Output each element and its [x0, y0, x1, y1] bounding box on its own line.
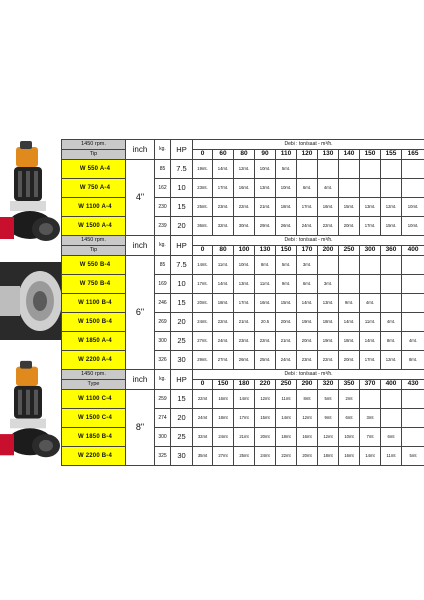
head-value: 17mt. [297, 198, 318, 217]
flow-value: 200 [318, 246, 339, 256]
flow-value: 430 [402, 380, 424, 390]
table-row [62, 294, 424, 313]
flow-value: 110 [276, 150, 297, 160]
table-row [62, 217, 424, 236]
horsepower: 20 [171, 409, 193, 428]
head-value: 24mt. [213, 332, 234, 351]
flow-value: 90 [255, 150, 276, 160]
weight-kg: 325 [155, 447, 171, 466]
model-name: W 1500 A-4 [62, 217, 126, 236]
flow-value: 155 [381, 150, 402, 160]
head-value [297, 160, 318, 179]
model-name: W 1500 B-4 [62, 313, 126, 332]
model-name: W 1100 A-4 [62, 198, 126, 217]
head-value: 6mt. [297, 179, 318, 198]
head-value [402, 409, 424, 428]
head-value: 26mt. [234, 351, 255, 370]
horsepower: 15 [171, 390, 193, 409]
model-name: W 2200 B-4 [62, 447, 126, 466]
head-value [360, 256, 381, 275]
flow-value: 180 [234, 380, 255, 390]
table-row [62, 275, 424, 294]
head-value: 14mt [360, 447, 381, 466]
head-value: 19mt. [318, 332, 339, 351]
flow-value: 370 [360, 380, 381, 390]
head-value [339, 179, 360, 198]
head-value [381, 275, 402, 294]
type-label: Tip [62, 150, 126, 160]
pump-photo-1 [0, 137, 61, 247]
model-name: W 750 B-4 [62, 275, 126, 294]
head-value: 10mt. [234, 256, 255, 275]
head-value: 12mt. [381, 351, 402, 370]
table-row [62, 351, 424, 370]
head-value: 15mt [255, 409, 276, 428]
head-value: 27mt. [193, 332, 213, 351]
hp-header: HP [171, 140, 193, 160]
flow-value: 130 [255, 246, 276, 256]
section-header-row [62, 370, 424, 380]
head-value: 9mt. [276, 275, 297, 294]
section-header-row [62, 140, 424, 150]
head-value: 10mt. [255, 160, 276, 179]
section-header-row [62, 236, 424, 246]
head-value [318, 256, 339, 275]
table-row [62, 179, 424, 198]
head-value: 22mt [193, 390, 213, 409]
head-value: 21mt. [234, 313, 255, 332]
horsepower: 7.5 [171, 160, 193, 179]
head-value: 21mt. [255, 198, 276, 217]
model-name: W 550 B-4 [62, 256, 126, 275]
head-value: 16mt [339, 447, 360, 466]
head-value: 4mt. [360, 294, 381, 313]
head-value: 17mt. [360, 217, 381, 236]
head-value: 8mt. [402, 351, 424, 370]
head-value: 22mt [276, 447, 297, 466]
head-value: 36mt. [193, 217, 213, 236]
flow-value: 220 [255, 380, 276, 390]
head-value: 24mt [255, 447, 276, 466]
head-value [402, 313, 424, 332]
head-value: 29mt. [255, 217, 276, 236]
head-value: 5mt. [276, 160, 297, 179]
head-value [402, 428, 424, 447]
type-label: Type [62, 380, 126, 390]
table-row [62, 256, 424, 275]
head-value: 14mt. [213, 275, 234, 294]
head-value: 32mt [193, 428, 213, 447]
kg-header: kg. [155, 236, 171, 256]
table-row [62, 313, 424, 332]
inch-header: inch [126, 140, 155, 160]
head-value: 17mt. [213, 179, 234, 198]
head-value [402, 390, 424, 409]
head-value: 11mt [381, 447, 402, 466]
horsepower: 10 [171, 179, 193, 198]
head-value: 20mt. [276, 313, 297, 332]
head-value: 5mt. [276, 256, 297, 275]
head-value: 14mt [276, 409, 297, 428]
model-name: W 1850 B-4 [62, 428, 126, 447]
head-value: 24mt [213, 428, 234, 447]
head-value: 23mt. [234, 332, 255, 351]
head-value: 29mt. [193, 351, 213, 370]
horsepower: 10 [171, 275, 193, 294]
head-value: 25mt. [255, 351, 276, 370]
head-value [381, 390, 402, 409]
head-value [381, 256, 402, 275]
horsepower: 30 [171, 351, 193, 370]
head-value: 8mt. [255, 256, 276, 275]
inch-size: 4" [126, 160, 155, 236]
head-value: 15mt. [276, 294, 297, 313]
head-value: 10mt. [402, 217, 424, 236]
head-value: 9mt. [339, 294, 360, 313]
head-value: 22mt. [234, 198, 255, 217]
head-value [339, 256, 360, 275]
head-value: 20mt. [193, 294, 213, 313]
weight-kg: 246 [155, 294, 171, 313]
head-value: 18mt. [276, 198, 297, 217]
head-value: 6mt [339, 409, 360, 428]
horsepower: 30 [171, 447, 193, 466]
head-value [402, 294, 424, 313]
section-subheader-row [62, 150, 424, 160]
head-value [402, 179, 424, 198]
weight-kg: 259 [155, 390, 171, 409]
weight-kg: 274 [155, 409, 171, 428]
head-value: 4mt. [402, 332, 424, 351]
horsepower: 20 [171, 217, 193, 236]
flow-value: 120 [297, 150, 318, 160]
flow-value: 0 [193, 150, 213, 160]
head-value: 2mt [339, 390, 360, 409]
flow-value: 400 [402, 246, 424, 256]
head-value [360, 179, 381, 198]
head-value [402, 256, 424, 275]
head-value: 6mt. [297, 275, 318, 294]
flow-value: 100 [234, 246, 255, 256]
head-value: 27mt [213, 447, 234, 466]
head-value: 23mt. [213, 198, 234, 217]
head-value: 17mt. [193, 275, 213, 294]
head-value [381, 160, 402, 179]
flow-value: 0 [193, 380, 213, 390]
head-value: 27mt. [213, 351, 234, 370]
head-value: 12mt [297, 409, 318, 428]
head-value: 22mt. [255, 332, 276, 351]
table-row [62, 390, 424, 409]
head-value: 16mt [213, 390, 234, 409]
weight-kg: 269 [155, 313, 171, 332]
head-value [339, 160, 360, 179]
flow-value: 165 [402, 150, 424, 160]
flow-rate-header: Debi : ton/saat - m³/h. [193, 370, 424, 380]
head-value: 23mt. [297, 351, 318, 370]
head-value: 7mt [360, 428, 381, 447]
head-value: 12mt [255, 390, 276, 409]
flow-value: 80 [234, 150, 255, 160]
head-value: 24mt [193, 409, 213, 428]
table-row [62, 332, 424, 351]
weight-kg: 326 [155, 351, 171, 370]
head-value: 13mt. [255, 179, 276, 198]
head-value: 10mt. [402, 198, 424, 217]
head-value: 23mt. [193, 179, 213, 198]
head-value: 4mt. [381, 313, 402, 332]
head-value: 11mt [276, 390, 297, 409]
head-value: 22mt. [213, 313, 234, 332]
head-value: 8mt. [381, 332, 402, 351]
head-value: 13mt. [360, 198, 381, 217]
inch-header: inch [126, 236, 155, 256]
head-value: 11mt. [255, 275, 276, 294]
head-value: 25mt [234, 447, 255, 466]
head-value: 20.5 [255, 313, 276, 332]
head-value [381, 409, 402, 428]
head-value: 30mt. [234, 217, 255, 236]
flow-value: 80 [213, 246, 234, 256]
head-value: 16mt. [234, 179, 255, 198]
rpm-label: 1450 rpm. [62, 370, 126, 380]
flow-value: 400 [381, 380, 402, 390]
hp-header: HP [171, 370, 193, 390]
table-row [62, 428, 424, 447]
horsepower: 15 [171, 294, 193, 313]
head-value [381, 179, 402, 198]
model-name: W 1500 C-4 [62, 409, 126, 428]
head-value: 19mt. [297, 313, 318, 332]
head-value: 26mt. [276, 217, 297, 236]
head-value: 3mt [360, 409, 381, 428]
head-value: 16mt. [255, 294, 276, 313]
head-value: 32mt. [213, 217, 234, 236]
horsepower: 25 [171, 332, 193, 351]
flow-value: 360 [381, 246, 402, 256]
flow-value: 250 [339, 246, 360, 256]
head-value: 21mt [234, 428, 255, 447]
head-value: 35mt [193, 447, 213, 466]
head-value [360, 160, 381, 179]
flow-value: 150 [276, 246, 297, 256]
section-subheader-row [62, 380, 424, 390]
head-value: 20mt. [297, 332, 318, 351]
flow-value: 170 [297, 246, 318, 256]
flow-value: 350 [339, 380, 360, 390]
kg-header: kg. [155, 140, 171, 160]
kg-header: kg. [155, 370, 171, 390]
model-name: W 550 A-4 [62, 160, 126, 179]
head-value: 16mt. [318, 198, 339, 217]
head-value: 14mt. [297, 294, 318, 313]
head-value [402, 160, 424, 179]
inch-size: 6" [126, 256, 155, 370]
inch-size: 8" [126, 390, 155, 466]
flow-value: 60 [213, 150, 234, 160]
head-value: 11mt. [360, 313, 381, 332]
head-value: 18mt [276, 428, 297, 447]
head-value: 17mt. [360, 351, 381, 370]
head-value: 19mt. [193, 160, 213, 179]
head-value: 11mt. [213, 256, 234, 275]
head-value: 8mt [297, 390, 318, 409]
model-name: W 1100 B-4 [62, 294, 126, 313]
head-value: 25mt. [193, 198, 213, 217]
head-value: 13mt. [318, 294, 339, 313]
flow-value: 130 [318, 150, 339, 160]
flow-value: 320 [318, 380, 339, 390]
head-value: 15mt. [381, 217, 402, 236]
head-value: 6mt [381, 428, 402, 447]
horsepower: 20 [171, 313, 193, 332]
head-value: 10mt [339, 428, 360, 447]
horsepower: 25 [171, 428, 193, 447]
head-value: 20mt. [339, 351, 360, 370]
section-subheader-row [62, 246, 424, 256]
model-name: W 1850 A-4 [62, 332, 126, 351]
head-value: 22mt. [318, 217, 339, 236]
pump-photo-3 [0, 357, 61, 463]
flow-rate-header: Debi : ton/saat - m³/h. [193, 236, 424, 246]
head-value: 14mt. [213, 160, 234, 179]
head-value: 17mt [234, 409, 255, 428]
weight-kg: 300 [155, 332, 171, 351]
head-value [402, 275, 424, 294]
head-value: 18mt. [339, 332, 360, 351]
flow-value: 250 [276, 380, 297, 390]
head-value: 20mt [297, 447, 318, 466]
head-value: 5mt [402, 447, 424, 466]
model-name: W 2200 A-4 [62, 351, 126, 370]
table-row [62, 447, 424, 466]
hp-header: HP [171, 236, 193, 256]
table-row [62, 160, 424, 179]
pump-spec-table [61, 139, 424, 466]
flow-value: 150 [213, 380, 234, 390]
head-value: 13mt. [234, 275, 255, 294]
head-value: 4mt. [318, 179, 339, 198]
head-value [318, 160, 339, 179]
weight-kg: 230 [155, 198, 171, 217]
pump-photo-2 [0, 262, 61, 340]
table-row [62, 198, 424, 217]
flow-value: 150 [360, 150, 381, 160]
horsepower: 15 [171, 198, 193, 217]
weight-kg: 300 [155, 428, 171, 447]
head-value [381, 294, 402, 313]
flow-value: 0 [193, 246, 213, 256]
horsepower: 7.5 [171, 256, 193, 275]
head-value: 24mt. [297, 217, 318, 236]
head-value [360, 390, 381, 409]
head-value: 22mt. [318, 351, 339, 370]
rpm-label: 1450 rpm. [62, 140, 126, 150]
head-value: 14mt. [339, 313, 360, 332]
weight-kg: 169 [155, 275, 171, 294]
head-value: 3mt. [318, 275, 339, 294]
head-value: 3mt. [297, 256, 318, 275]
table-row [62, 409, 424, 428]
head-value: 10mt. [276, 179, 297, 198]
type-label: Tip [62, 246, 126, 256]
head-value: 14mt. [360, 332, 381, 351]
weight-kg: 85 [155, 256, 171, 275]
head-value: 18mt [318, 447, 339, 466]
head-value: 15mt. [339, 198, 360, 217]
weight-kg: 162 [155, 179, 171, 198]
inch-header: inch [126, 370, 155, 390]
head-value: 18mt. [213, 294, 234, 313]
flow-value: 300 [360, 246, 381, 256]
head-value: 24mt. [276, 351, 297, 370]
head-value: 5mt [318, 390, 339, 409]
head-value: 20mt [255, 428, 276, 447]
head-value: 18mt [213, 409, 234, 428]
head-value: 9mt [318, 409, 339, 428]
model-name: W 750 A-4 [62, 179, 126, 198]
weight-kg: 239 [155, 217, 171, 236]
flow-value: 290 [297, 380, 318, 390]
head-value: 12mt. [381, 198, 402, 217]
head-value: 12mt [318, 428, 339, 447]
head-value: 12mt. [234, 160, 255, 179]
head-value: 14mt. [193, 256, 213, 275]
model-name: W 1100 C-4 [62, 390, 126, 409]
head-value: 20mt. [339, 217, 360, 236]
rpm-label: 1450 rpm. [62, 236, 126, 246]
weight-kg: 85 [155, 160, 171, 179]
flow-rate-header: Debi : ton/saat - m³/h. [193, 140, 424, 150]
head-value: 21mt. [276, 332, 297, 351]
head-value [360, 275, 381, 294]
head-value [339, 275, 360, 294]
head-value: 14mt [234, 390, 255, 409]
head-value: 17mt. [234, 294, 255, 313]
head-value: 18mt. [318, 313, 339, 332]
flow-value: 140 [339, 150, 360, 160]
head-value: 24mt. [193, 313, 213, 332]
head-value: 16mt [297, 428, 318, 447]
